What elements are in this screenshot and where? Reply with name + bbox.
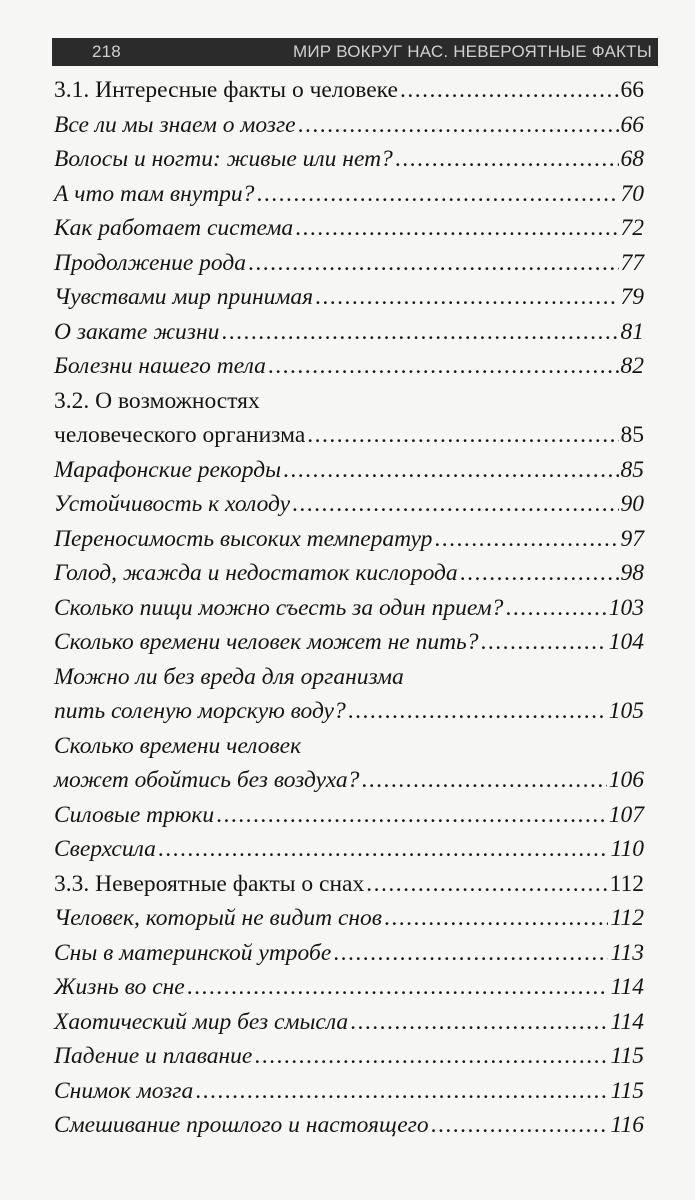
dot-leader [295, 211, 618, 246]
toc-entry-title: Смешивание прошлого и настоящего [54, 1112, 429, 1138]
dot-leader [248, 246, 619, 281]
dot-leader [315, 280, 618, 315]
toc-page-number: 97 [620, 525, 644, 552]
toc-item-row [54, 832, 644, 867]
table-of-contents [54, 73, 644, 1143]
dot-leader [400, 73, 619, 108]
dot-leader [195, 1074, 608, 1109]
toc-entry-title: Падение и плавание [54, 1043, 253, 1069]
toc-entry-title: Жизнь во сне [54, 974, 185, 1000]
toc-item-row [54, 763, 644, 798]
toc-page-number: 116 [610, 1112, 644, 1138]
dot-leader [216, 798, 607, 833]
toc-page-number: 66 [620, 77, 644, 103]
toc-page-number: 85 [620, 456, 644, 483]
dot-leader [348, 694, 607, 729]
toc-page-number: 82 [620, 353, 644, 379]
toc-entry-title: пить соленую морскую воду? [54, 698, 346, 724]
running-header [52, 38, 658, 66]
toc-item-row [54, 901, 644, 936]
toc-item-row [54, 936, 644, 971]
dot-leader [384, 901, 608, 936]
toc-item-row [54, 280, 644, 315]
toc-section-row [54, 73, 644, 108]
toc-entry-title: Продолжение рода [54, 249, 246, 276]
toc-section-row [54, 867, 644, 902]
dot-leader [395, 142, 619, 177]
toc-section-row [54, 418, 644, 453]
toc-item-row [54, 142, 644, 177]
toc-entry-title: А что там внутри? [54, 180, 255, 207]
dot-leader [283, 453, 618, 488]
toc-page-number: 114 [610, 1008, 644, 1035]
toc-entry-title: Сны в материнской утробе [54, 939, 332, 966]
toc-page-number: 105 [608, 698, 644, 724]
toc-section-row [54, 384, 644, 419]
toc-entry-title: Устойчивость к холоду [54, 491, 291, 517]
dot-leader [361, 763, 606, 798]
toc-entry-title: Хаотический мир без смысла [54, 1008, 349, 1035]
toc-entry-title: Сколько времени человек может не пить? [54, 629, 479, 655]
toc-item-row [54, 1074, 644, 1109]
toc-item-row [54, 970, 644, 1005]
toc-entry-title: Все ли мы знаем о мозге [54, 111, 296, 138]
toc-page-number: 106 [608, 767, 644, 793]
dot-leader [434, 522, 618, 557]
toc-item-row [54, 625, 644, 660]
toc-item-row [54, 798, 644, 833]
dot-leader [460, 556, 619, 591]
dot-leader [254, 1039, 608, 1074]
toc-entry-title: Болезни нашего тела [54, 353, 266, 379]
dot-leader [158, 832, 609, 867]
toc-item-row [54, 177, 644, 212]
toc-entry-title: Человек, который не видит снов [54, 905, 382, 931]
toc-item-row [54, 522, 644, 557]
toc-page-number: 90 [620, 491, 644, 517]
toc-page-number: 113 [610, 939, 644, 966]
toc-page-number: 115 [610, 1043, 644, 1069]
toc-entry-title: 3.2. О возможностях [54, 387, 260, 414]
toc-item-row [54, 1039, 644, 1074]
dot-leader [350, 1005, 608, 1040]
dot-leader [187, 970, 609, 1005]
toc-entry-title: 3.1. Интересные факты о человеке [54, 77, 398, 103]
dot-leader [481, 625, 607, 660]
toc-entry-title: Чувствами мир принимая [54, 284, 314, 310]
toc-page-number: 72 [620, 215, 644, 241]
toc-item-row [54, 349, 644, 384]
dot-leader [366, 867, 607, 902]
toc-entry-title: Силовые трюки [54, 801, 215, 828]
toc-item-row [54, 211, 644, 246]
toc-entry-title: Марафонские рекорды [54, 456, 282, 483]
toc-entry-title: Волосы и ногти: живые или нет? [54, 146, 393, 172]
toc-item-row [54, 660, 644, 695]
toc-page-number: 98 [620, 560, 644, 586]
toc-page-number: 85 [620, 422, 644, 448]
toc-entry-title: Можно ли без вреда для организма [54, 663, 404, 690]
toc-entry-title: Переносимость высоких температур [54, 525, 433, 552]
toc-page-number: 104 [608, 629, 644, 655]
dot-leader [256, 177, 618, 212]
toc-page-number: 77 [620, 249, 644, 276]
dot-leader [298, 108, 619, 143]
toc-item-row [54, 1005, 644, 1040]
toc-entry-title: может обойтись без воздуха? [54, 767, 360, 793]
toc-page-number: 107 [608, 801, 644, 828]
toc-entry-title: Сколько пищи можно съесть за один прием? [54, 594, 504, 621]
toc-page-number: 115 [610, 1077, 644, 1104]
toc-entry-title: Как работает система [54, 215, 294, 241]
toc-item-row [54, 487, 644, 522]
toc-item-row [54, 556, 644, 591]
toc-item-row [54, 108, 644, 143]
toc-item-row [54, 694, 644, 729]
toc-page-number: 81 [620, 318, 644, 345]
toc-item-row [54, 591, 644, 626]
toc-entry-title: Снимок мозга [54, 1077, 194, 1104]
toc-page-number: 110 [610, 836, 644, 862]
toc-item-row [54, 315, 644, 350]
toc-page-number: 66 [620, 111, 644, 138]
toc-page-number: 70 [620, 180, 644, 207]
toc-entry-title: О закате жизни [54, 318, 220, 345]
dot-leader [268, 349, 619, 384]
dot-leader [333, 936, 608, 971]
toc-entry-title: 3.3. Невероятные факты о снах [54, 870, 365, 897]
page-number: 218 [92, 42, 121, 61]
toc-item-row [54, 1108, 644, 1143]
toc-entry-title: Сколько времени человек [54, 732, 302, 759]
dot-leader [307, 418, 618, 453]
toc-item-row [54, 453, 644, 488]
toc-page-number: 68 [620, 146, 644, 172]
dot-leader [292, 487, 618, 522]
dot-leader [221, 315, 618, 350]
toc-page-number: 112 [610, 905, 644, 931]
running-title: МИР ВОКРУГ НАС. НЕВЕРОЯТНЫЕ ФАКТЫ [293, 42, 652, 61]
toc-page-number: 114 [610, 974, 644, 1000]
toc-page-number: 103 [608, 594, 644, 621]
toc-page-number: 112 [609, 870, 644, 897]
toc-page-number: 79 [620, 284, 644, 310]
toc-entry-title: Голод, жажда и недостаток кислорода [54, 560, 458, 586]
toc-item-row [54, 729, 644, 764]
dot-leader [505, 591, 606, 626]
toc-entry-title: человеческого организма [54, 422, 306, 448]
toc-entry-title: Сверхсила [54, 836, 156, 862]
toc-item-row [54, 246, 644, 281]
dot-leader [431, 1108, 609, 1143]
